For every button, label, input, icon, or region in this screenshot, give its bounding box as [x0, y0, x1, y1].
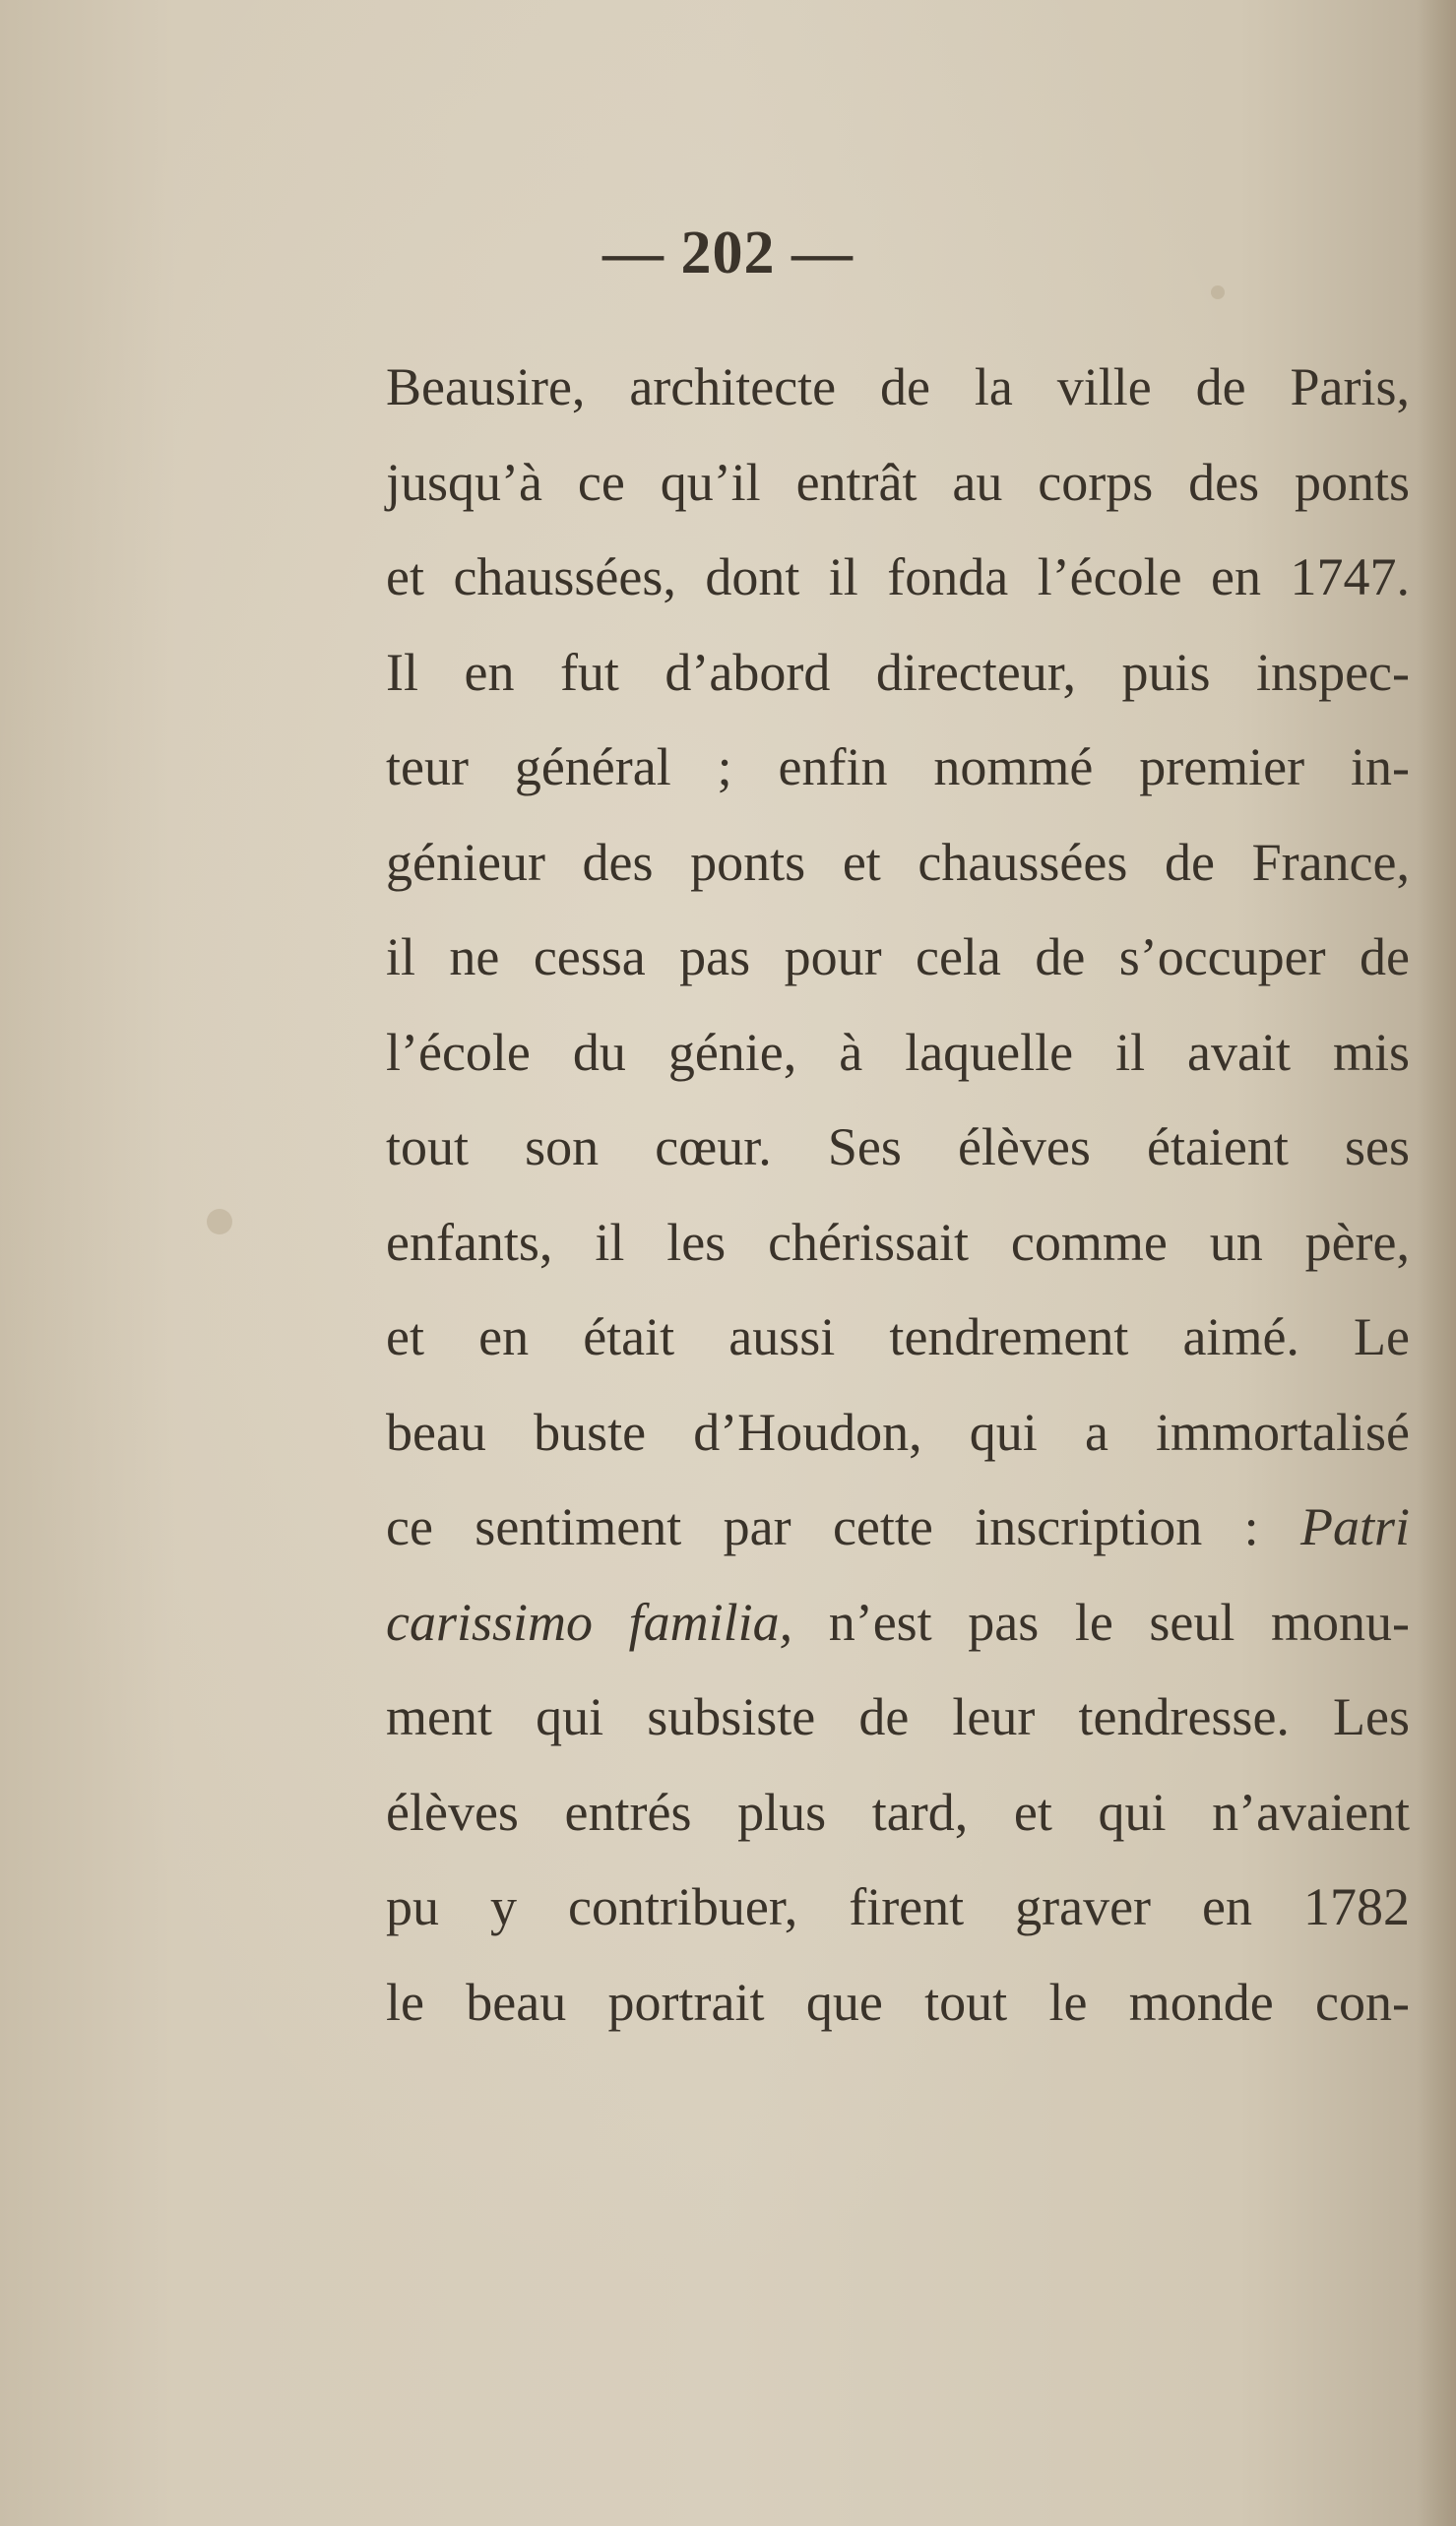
- text-line: teur général ; enfin nommé premier in-: [386, 737, 1410, 796]
- text-line: il ne cessa pas pour cela de s’occuper de: [386, 927, 1410, 986]
- paper-stain: [207, 1209, 232, 1234]
- text-line: élèves entrés plus tard, et qui n’avaient: [386, 1782, 1410, 1842]
- body-text: [386, 340, 1410, 2050]
- text-line: Beausire, architecte de la ville de Paris,: [386, 357, 1410, 416]
- text-line: et chaussées, dont il fonda l’école en 1747.: [386, 547, 1410, 606]
- text-line: tout son cœur. Ses élèves étaient ses: [386, 1117, 1410, 1176]
- text-line: pu y contribuer, firent graver en 1782: [386, 1877, 1410, 1936]
- text-segment: n’est pas le seul monu-: [792, 1592, 1410, 1652]
- text-line: enfants, il les chérissait comme un père,: [386, 1212, 1410, 1272]
- latin-inscription: carissimo familia,: [386, 1592, 793, 1652]
- text-line: le beau portrait que tout le monde con-: [386, 1972, 1410, 2032]
- page-edge-shadow: [1417, 0, 1456, 2526]
- text-line: jusqu’à ce qu’il entrât au corps des ponts: [386, 452, 1410, 512]
- text-line: beau buste d’Houdon, qui a immortalisé: [386, 1402, 1410, 1462]
- latin-inscription: Patri: [1299, 1497, 1410, 1556]
- page-number: — 202 —: [602, 220, 854, 286]
- text-line: ment qui subsiste de leur tendresse. Les: [386, 1687, 1410, 1746]
- text-line: [386, 1575, 1410, 1671]
- text-line: Il en fut d’abord directeur, puis inspec-: [386, 642, 1410, 702]
- text-line: l’école du génie, à laquelle il avait mis: [386, 1022, 1410, 1082]
- text-line: génieur des ponts et chaussées de France,: [386, 832, 1410, 892]
- text-line: [386, 1480, 1410, 1575]
- text-segment: ce sentiment par cette inscription :: [386, 1497, 1300, 1556]
- text-line: et en était aussi tendrement aimé. Le: [386, 1307, 1410, 1366]
